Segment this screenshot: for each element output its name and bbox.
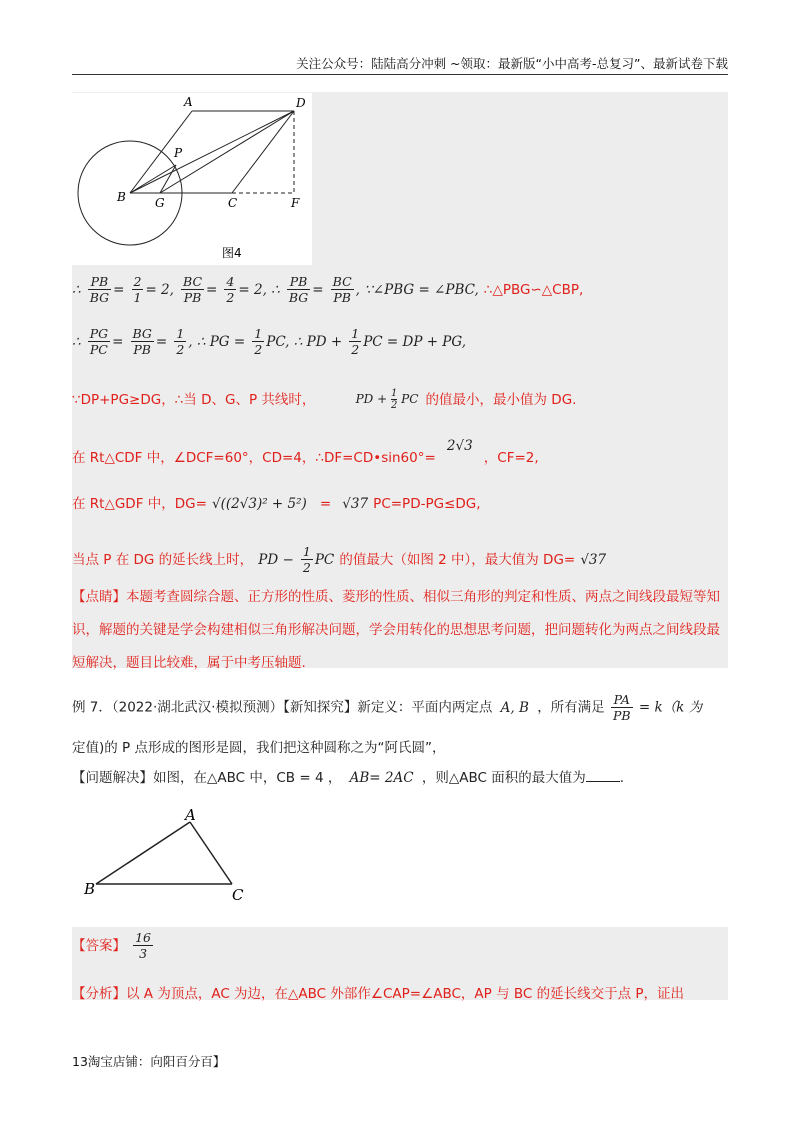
answer-tag: 【答案】: [72, 938, 126, 954]
figure-4: [72, 93, 312, 265]
example7-line-2: [72, 736, 445, 756]
page-header: [72, 54, 728, 75]
example7-problem: 【问题解决】如图，在△ABC 中，CB = 4 ，: [72, 770, 342, 786]
line4-suffix: ，CF=2,: [483, 450, 539, 466]
solution-line-4: 在 Rt△CDF 中，∠DCF=60°，CD=4，∴DF=CD•sin60°= $^{2√3}$ ，CF=2,: [72, 438, 539, 466]
example7-points: A, B: [500, 699, 529, 716]
example7-eq: = k（k 为: [638, 699, 703, 716]
line5-prefix: 在 Rt△GDF 中，DG=: [72, 496, 207, 512]
line5-suffix: PC=PD-PG≤DG,: [373, 496, 481, 512]
tri-label-c: C: [232, 886, 244, 904]
triangle-figure: [80, 808, 260, 908]
example7-line-1: 例 7．（2022·湖北武汉·模拟预测）【新知探究】新定义：平面内两定点 A, B ，所有满足 $\frac{PA}{PB}$ = k（k 为: [72, 692, 703, 723]
solution-line-2: ∴ $\frac{PG}{PC}$ = $\frac{BG}{PB}$ = $\frac{1}{2}$ , ∴ PG = $\frac{1}{2}$ PC, ∴ PD + $\frac{1}{2}$ PC = DP + PG,: [72, 326, 466, 357]
line3-suffix: 的值最小，最小值为 DG.: [425, 392, 577, 408]
example7-question: ，则△ABC 面积的最大值为: [421, 770, 586, 786]
label-a: A: [184, 95, 193, 109]
solution-line-6: 当点 P 在 DG 的延长线上时， PD − $\frac{1}{2}$ PC 的值最大（如图 2 中），最大值为 DG= √37: [72, 544, 607, 575]
solution-line-1: ∴ $\frac{PB}{BG}$ = $\frac{2}{1}$ = 2, $\frac{BC}{PB}$ = $\frac{4}{2}$ = 2, ∴ $\frac{PB}{BG}$ = $\frac{BC}{PB}$ , ∵∠PBG = ∠PBC, ∴△PBG∽△CBP,: [72, 274, 584, 305]
line5-mid: =: [319, 496, 332, 512]
answer-blank: [586, 769, 620, 782]
example7-line-3: 【问题解决】如图，在△ABC 中，CB = 4 ， AB= 2AC ，则△ABC 面积的最大值为 .: [72, 770, 625, 786]
line6-prefix: 当点 P 在 DG 的延长线上时，: [72, 552, 254, 568]
label-b: B: [117, 190, 126, 204]
page-footer: [72, 1052, 225, 1070]
analysis-line: [72, 982, 684, 1002]
figure-caption: 图4: [222, 246, 242, 260]
dianjing-text: 本题考查圆综合题、正方形的性质、菱形的性质、相似三角形的判定和性质、两点之间线段最短等知识，解题的关键是学会构建相似三角形解决问题，学会用转化的思想思考问题，把问题转化为两点之间线段最短解决，题目比较难，属于中考压轴题.: [72, 589, 720, 671]
answer-denominator: 3: [139, 946, 148, 961]
tri-label-a: A: [185, 808, 196, 824]
dianjing-paragraph: [72, 580, 728, 679]
label-c: C: [228, 196, 238, 210]
line4-prefix: 在 Rt△CDF 中，∠DCF=60°，CD=4，∴DF=CD•sin60°=: [72, 450, 436, 466]
label-d: D: [296, 96, 306, 110]
analysis-tag: 【分析】: [72, 986, 126, 1002]
line6-mid: 的值最大（如图 2 中），最大值为 DG=: [339, 552, 576, 568]
example7-intro: 例 7．（2022·湖北武汉·模拟预测）【新知探究】新定义：平面内两定点: [72, 699, 493, 716]
example7-definition: 定值)的 P 点形成的图形是圆，我们把这种圆称之为“阿氏圆”，: [72, 740, 446, 756]
footer-text: 13淘宝店铺：向阳百分百】: [72, 1054, 226, 1069]
solution-line-5: 在 Rt△GDF 中，DG= √((2√3)² + 5²) = √37 PC=PD-PG≤DG,: [72, 496, 481, 512]
similar-triangles-text: ∴△PBG∽△CBP,: [483, 282, 584, 298]
label-g: G: [155, 196, 165, 210]
solution-line-3: ∵DP+PG≥DG，∴当 D、G、P 共线时， PD + $\frac{1}{2}$ PC 的值最小，最小值为 DG.: [72, 388, 577, 411]
tri-label-b: B: [84, 880, 96, 898]
example7-intro-mid: ，所有满足: [537, 699, 605, 716]
line3-prefix: ∵DP+PG≥DG，∴当 D、G、P 共线时，: [72, 392, 316, 408]
header-text: 关注公众号：陆陆高分冲刺 ~领取：最新版“小中高考-总复习”、最新试卷下载: [296, 56, 728, 71]
answer-numerator: 16: [135, 930, 151, 945]
analysis-text: 以 A 为顶点，AC 为边，在△ABC 外部作∠CAP=∠ABC，AP 与 BC 的延长线交于点 P，证出: [126, 986, 685, 1002]
dianjing-tag: 【点睛】: [72, 589, 126, 605]
answer-line: [72, 930, 155, 961]
example7-condition: AB= 2AC: [349, 770, 414, 786]
label-f: F: [291, 196, 300, 210]
label-p: P: [174, 146, 183, 160]
